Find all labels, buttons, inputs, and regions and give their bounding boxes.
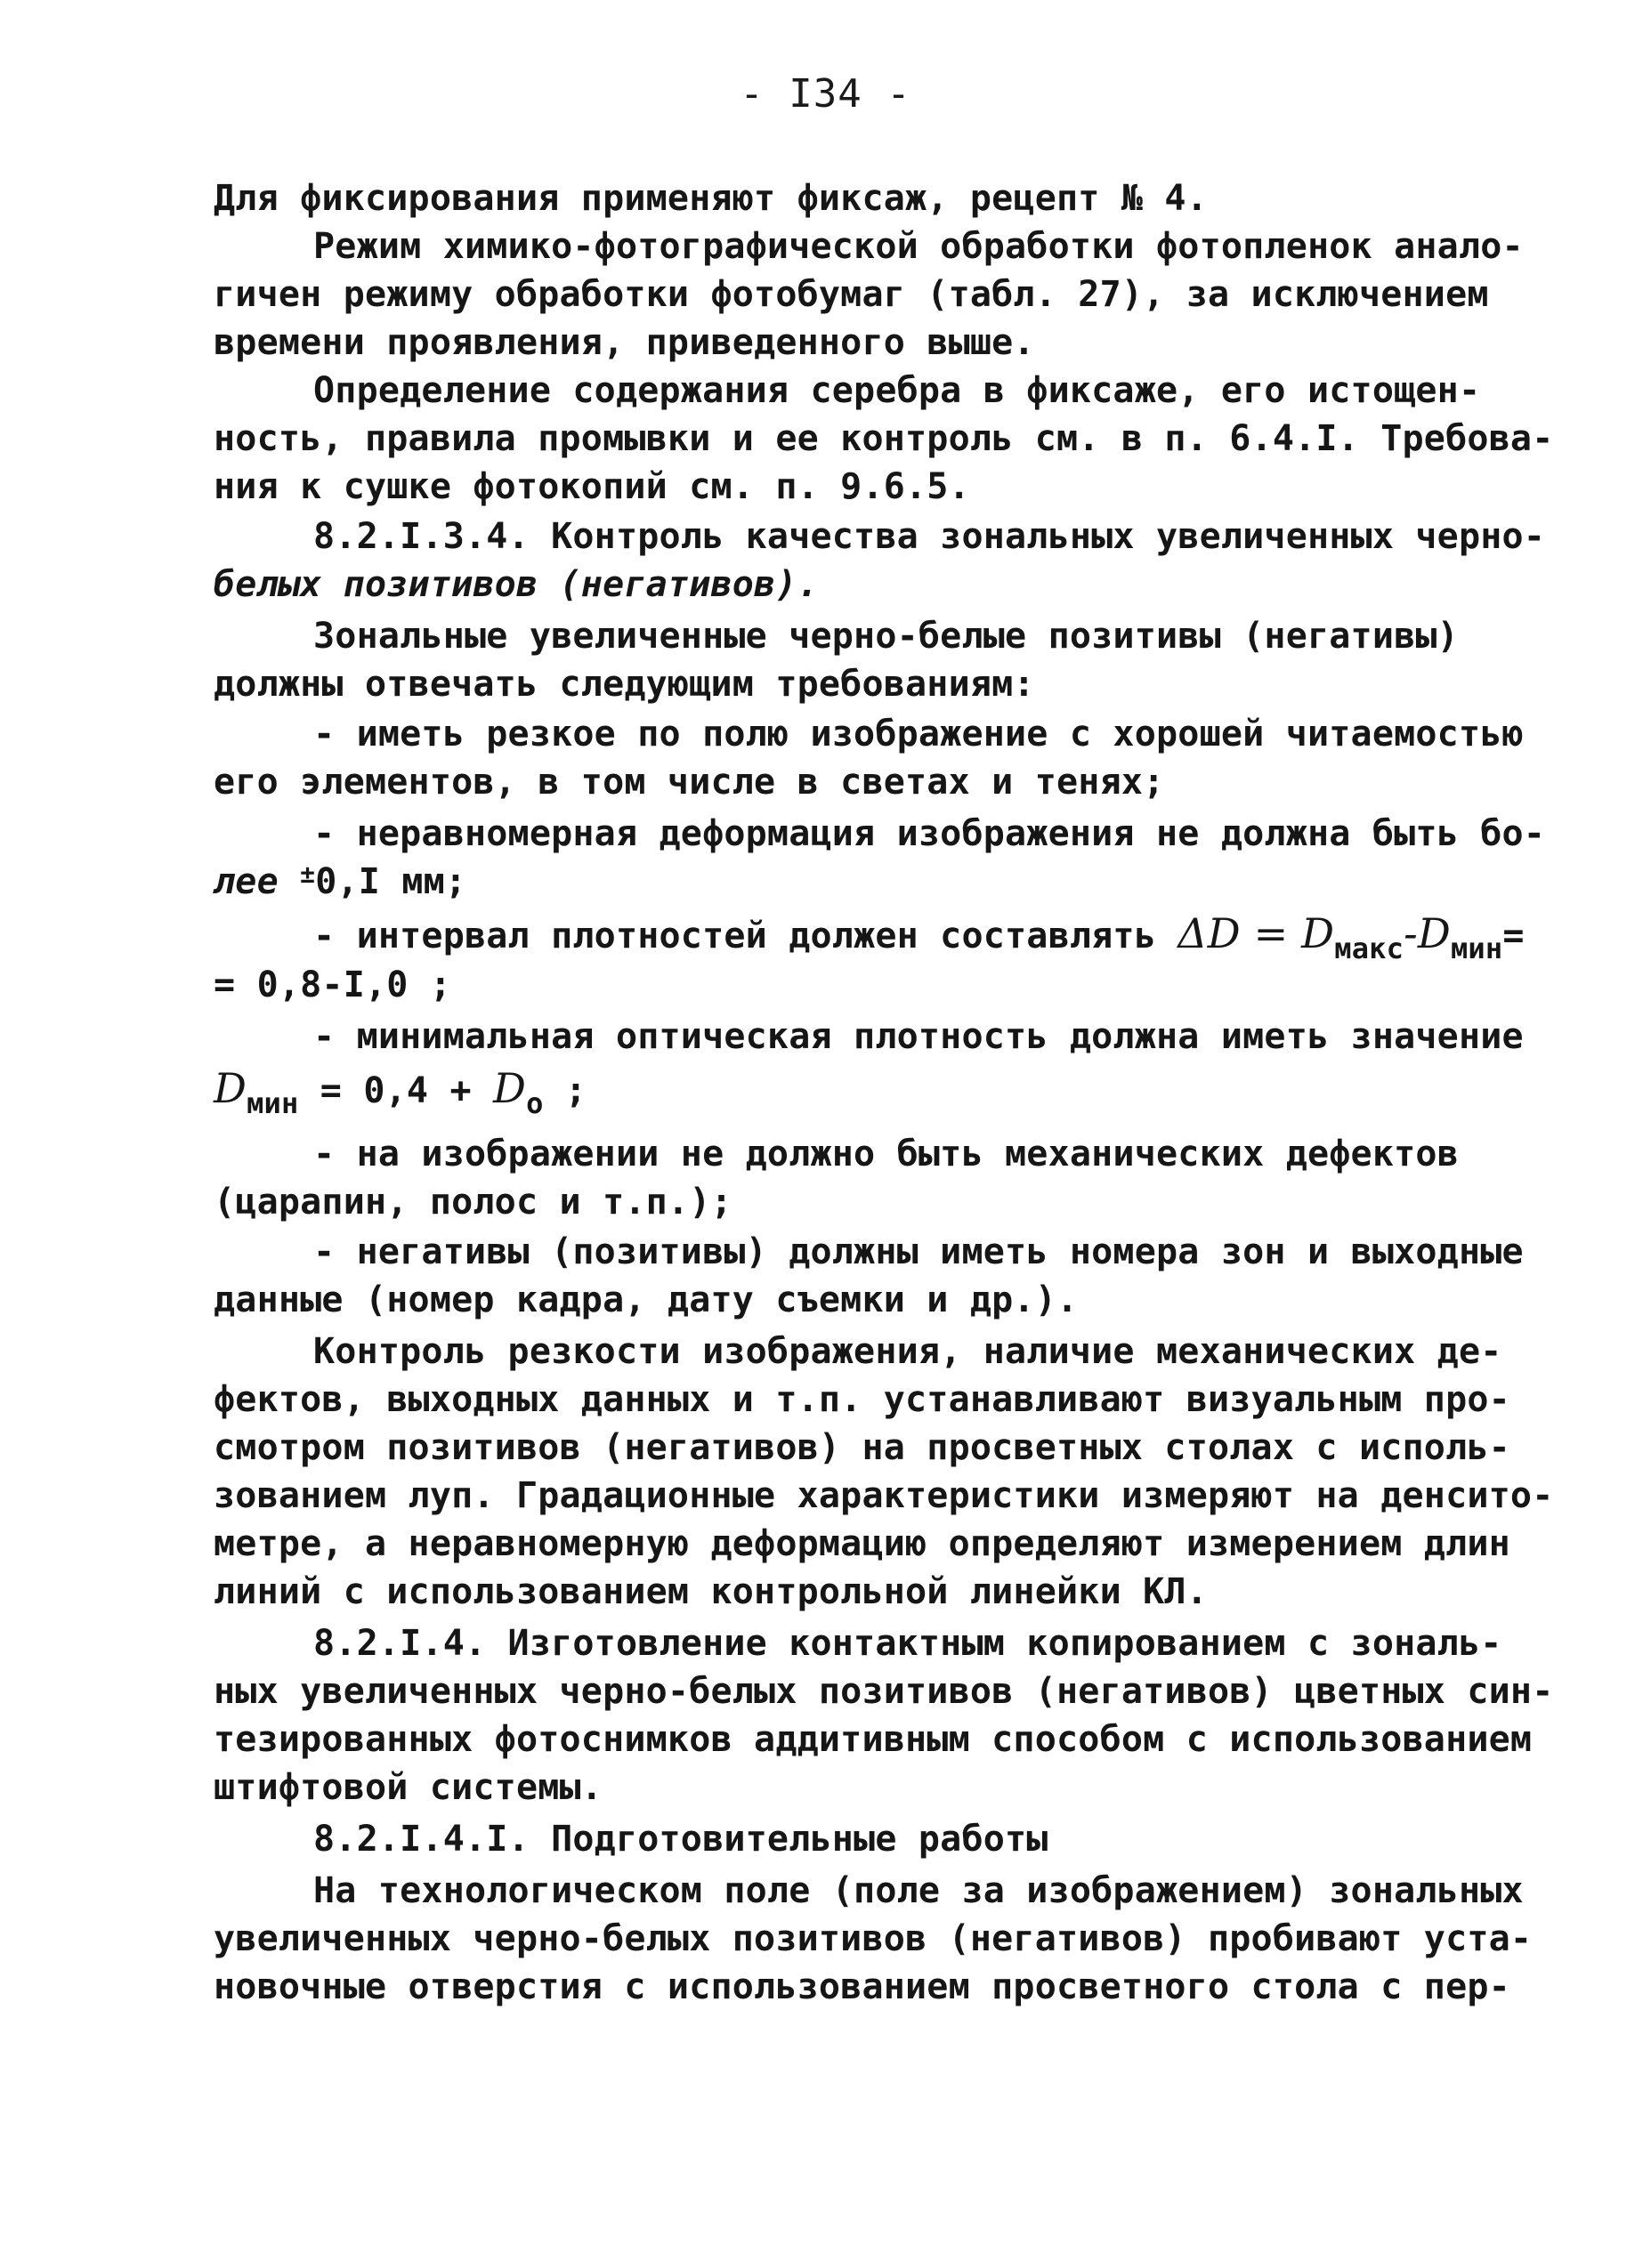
text-fragment: 0,I мм; bbox=[315, 861, 467, 902]
handwritten-formula: -D bbox=[1404, 909, 1451, 957]
text-fragment: лее bbox=[214, 861, 301, 902]
list-item: - неравномерная деформация изображения не должна быть бо- bbox=[313, 813, 1546, 854]
text-line: (царапин, полос и т.п.); bbox=[214, 1182, 732, 1223]
handwritten-formula: ΔD = D bbox=[1178, 909, 1335, 957]
text-line: белых позитивов (негативов). bbox=[214, 564, 819, 605]
text-line: ность, правила промывки и ее контроль см. в п. 6.4.I. Требова- bbox=[214, 418, 1554, 459]
list-item: - минимальная оптическая плотность должна иметь значение bbox=[313, 1016, 1524, 1057]
text-fragment: = 0,4 + bbox=[298, 1070, 494, 1111]
section-heading: 8.2.I.4. Изготовление контактным копированием с зональ- bbox=[313, 1623, 1502, 1664]
section-heading: 8.2.I.4.I. Подготовительные работы bbox=[313, 1819, 1048, 1860]
text-line bbox=[214, 1064, 587, 1120]
formula-subscript: макс bbox=[1334, 932, 1404, 965]
text-line: должны отвечать следующим требованиям: bbox=[214, 664, 1035, 705]
text-line: смотром позитивов (негативов) на просветных столах с исполь- bbox=[214, 1427, 1510, 1468]
text-line: Определение содержания серебра в фиксаже, его истощен- bbox=[313, 370, 1481, 411]
text-line: тезированных фотоснимков аддитивным способом с использованием bbox=[214, 1719, 1533, 1760]
text-line: Режим химико-фотографической обработки фотопленок анало- bbox=[313, 226, 1524, 267]
text-line: Контроль резкости изображения, наличие механических де- bbox=[313, 1331, 1502, 1372]
section-heading: 8.2.I.3.4. Контроль качества зональных увеличенных черно- bbox=[313, 516, 1546, 557]
formula-subscript: o bbox=[526, 1086, 544, 1120]
text-fragment: = bbox=[1502, 916, 1525, 956]
list-item bbox=[313, 909, 1525, 965]
text-line: фектов, выходных данных и т.п. устанавливают визуальным про- bbox=[214, 1379, 1510, 1420]
list-item: - негативы (позитивы) должны иметь номера зон и выходные bbox=[313, 1231, 1524, 1272]
text-line: гичен режиму обработки фотобумаг (табл. 27), за исключением bbox=[214, 274, 1489, 315]
text-line: Зональные увеличенные черно-белые позитивы (негативы) bbox=[313, 616, 1459, 657]
text-line: новочные отверстия с использованием просветного стола с пер- bbox=[214, 1966, 1510, 2007]
text-line: ных увеличенных черно-белых позитивов (негативов) цветных син- bbox=[214, 1671, 1554, 1712]
text-line: Для фиксирования применяют фиксаж, рецепт № 4. bbox=[214, 178, 1208, 219]
text-line: штифтовой системы. bbox=[214, 1767, 603, 1808]
text-line: метре, а неравномерную деформацию определяют измерением длин bbox=[214, 1523, 1510, 1564]
handwritten-formula: D bbox=[493, 1064, 527, 1112]
text-line: увеличенных черно-белых позитивов (негативов) пробивают уста- bbox=[214, 1918, 1533, 1959]
text-line: ния к сушке фотокопий см. п. 9.6.5. bbox=[214, 466, 970, 507]
text-line: На технологическом поле (поле за изображением) зональных bbox=[313, 1870, 1524, 1911]
formula-subscript: мин bbox=[1450, 932, 1503, 965]
formula-subscript: мин bbox=[247, 1086, 299, 1120]
text-line: времени проявления, приведенного выше. bbox=[214, 322, 1035, 363]
text-line: = 0,8-I,0 ; bbox=[214, 965, 452, 1005]
text-fragment: ; bbox=[543, 1070, 587, 1111]
text-line: данные (номер кадра, дату съемки и др.). bbox=[214, 1279, 1079, 1320]
text-line: его элементов, в том числе в светах и тенях; bbox=[214, 762, 1165, 803]
text-line bbox=[214, 858, 466, 909]
text-line: линий с использованием контрольной линейки КЛ. bbox=[214, 1571, 1208, 1612]
page-number: - I34 - bbox=[740, 71, 911, 117]
list-item: - иметь резкое по полю изображение с хорошей читаемостью bbox=[313, 714, 1524, 755]
text-fragment: - интервал плотностей должен составлять bbox=[313, 916, 1178, 956]
text-line: зованием луп. Градационные характеристики измеряют на денсито- bbox=[214, 1475, 1554, 1516]
list-item: - на изображении не должно быть механических дефектов bbox=[313, 1134, 1459, 1174]
handwritten-formula: D bbox=[214, 1064, 247, 1112]
plus-minus-sign: ± bbox=[300, 860, 316, 889]
